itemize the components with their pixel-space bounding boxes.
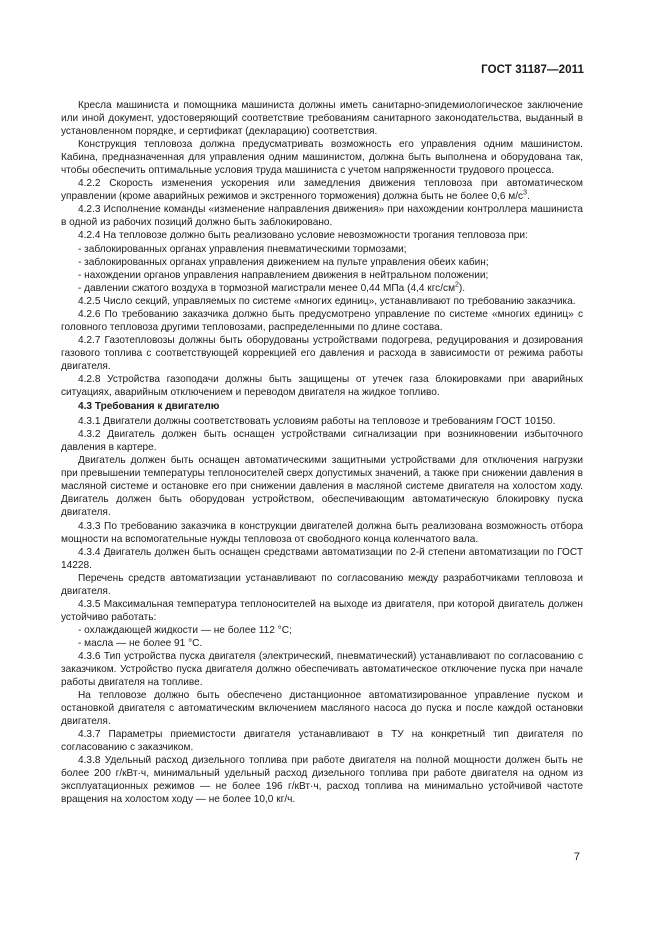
paragraph: 4.3.8 Удельный расход дизельного топлива при работе двигателя на полной мощности должен быть не более 200 г/кВт·ч, минимальный удельный расход дизельного топлива при работе двигателя на одном из эксплуатационных режимов — не более 196 г/кВт·ч, расход топлива на минимально устойчивой частоте вращения на холостом ходу — не более 10,0 кг/ч. [61,755,583,806]
paragraph: Перечень средств автоматизации устанавливают по согласованию между разработчиками тепловоза и двигателя. [61,572,583,597]
paragraph: 4.3.4 Двигатель должен быть оснащен средствами автоматизации по 2-й степени автоматизации по ГОСТ 14228. [61,546,583,571]
list-item: - масла — не более 91 °С. [78,637,203,649]
paragraph: 4.3.2 Двигатель должен быть оснащен устройствами сигнализации при возникновении избыточного давления в картере. [61,429,583,454]
paragraph [61,177,583,203]
paragraph: 4.2.8 Устройства газоподачи должны быть защищены от утечек газа блокировками при аварийных ситуациях, аварийным отключением и переводом двигателя на жидкое топливо. [61,373,583,399]
superscript: 3 [523,189,527,197]
paragraph: 4.3.5 Максимальная температура теплоносителей на выходе из двигателя, при которой двигатель должен устойчиво работать: [61,598,583,623]
list-item-text: - давлении сжатого воздуха в тормозной магистрали менее 0,44 МПа (4,4 кгс/см [78,282,456,294]
paragraph: 4.3.7 Параметры приемистости двигателя устанавливают в ТУ на конкретный тип двигателя по согласованию с заказчиком. [61,729,583,754]
paragraph: 4.3.3 По требованию заказчика в конструкции двигателей должна быть реализована возможность отбора мощности на вспомогательные нужды тепловоза от свободного конца коленчатого вала. [61,520,583,545]
paragraph: Двигатель должен быть оснащен автоматическими защитными устройствами для отключения нагрузки при превышении температуры теплоносителей сверх допустимых значений, а также при снижении давления в масляной системе и остановке его при снижении давления в масляной системе двигателя на холостом ходу. Двигатель должен быть оборудован устройством, обеспечивающим автоматическую блокировку пуска двигателя. [61,455,583,519]
list-item: - охлаждающей жидкости — не более 112 °С; [78,624,292,636]
superscript: 2 [455,281,459,289]
list-item [61,282,583,295]
paragraph: 4.3.6 Тип устройства пуска двигателя (электрический, пневматический) устанавливают по согласованию с заказчиком. Устройство пуска двигателя должно обеспечивать автоматическое отключение пуска при начале работы двигателя на топливе. [61,650,583,689]
paragraph: На тепловозе должно быть обеспечено дистанционное автоматизированное управление пуском и остановкой двигателя с автоматическим включением масляного насоса до пуска и после каждой остановки двигателя. [61,690,583,728]
list-item: - заблокированных органах управления движением на пульте управления обеих кабин; [78,256,489,268]
document-header: ГОСТ 31187—2011 [481,64,584,76]
paragraph: 4.2.6 По требованию заказчика должно быть предусмотрено управление по системе «многих единиц» с головного тепловоза другими тепловозами, распределенными по длине состава. [61,308,583,333]
paragraph-tail: . [526,191,530,203]
paragraph-text: 4.2.2 Скорость изменения ускорения или замедления движения тепловоза при автоматическом управлении (кроме аварийных режимов и экстренного торможения) должна быть не более 0,6 м/с [61,178,583,203]
paragraph: Конструкция тепловоза должна предусматривать возможность его управления одним машинистом. Кабина, предназначенная для управления одним машинистом, должна быть выполнена и оборудована так, чтобы обеспечить оптимальные условия труда машиниста с учетом напряженности трудового процесса. [61,139,583,177]
list-item: - заблокированных органах управления пневматическими тормозами; [78,243,407,255]
paragraph: 4.2.3 Исполнение команды «изменение направления движения» при нахождении контроллера машиниста в одной из рабочих позиций должно быть заблокировано. [61,204,583,229]
document-body [61,99,583,807]
list-item-tail: ). [458,282,466,294]
paragraph: 4.2.7 Газотепловозы должны быть оборудованы устройствами подогрева, редуцирования и дозирования газового топлива с соответствующей коррекцией его давления и расхода в зависимости от режима работы двигателя. [61,334,583,372]
paragraph: 4.2.4 На тепловозе должно быть реализовано условие невозможности трогания тепловоза при: [78,230,528,242]
section-heading: 4.3 Требования к двигателю [78,401,220,413]
paragraph: Кресла машиниста и помощника машиниста должны иметь санитарно-эпидемиологическое заключение или иной документ, удостоверяющий соответствие требованиям санитарного законодательства, выданный в установленном порядке, и сертификат (декларацию) соответствия. [61,100,583,138]
list-item: - нахождении органов управления направлением движения в нейтральном положении; [78,269,489,281]
paragraph: 4.2.5 Число секций, управляемых по системе «многих единиц», устанавливают по требованию заказчика. [78,295,576,307]
page-number: 7 [573,851,580,863]
paragraph: 4.3.1 Двигатели должны соответствовать условиям работы на тепловозе и требованиям ГОСТ 10150. [78,416,556,428]
